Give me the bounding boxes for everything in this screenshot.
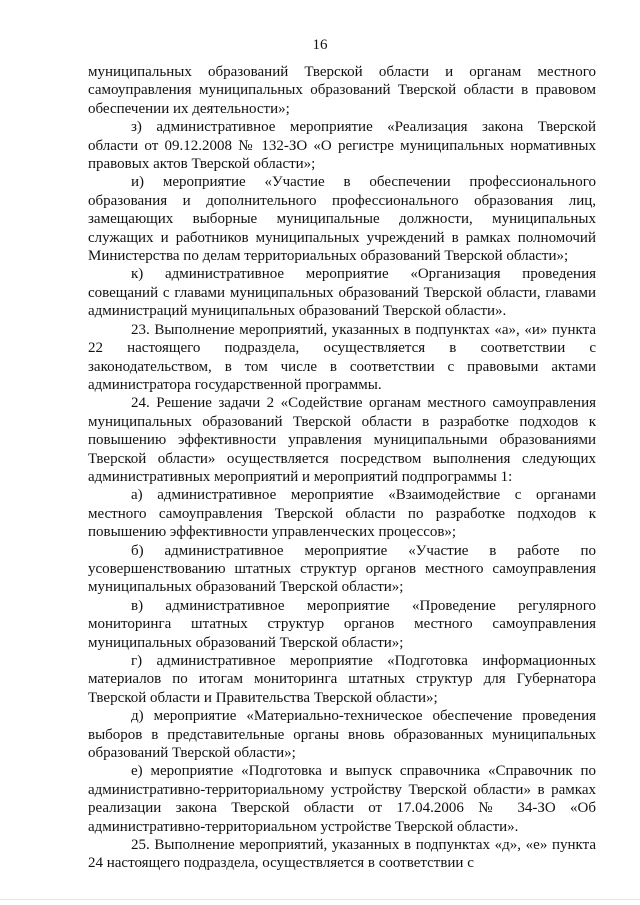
scan-edge-line bbox=[0, 899, 640, 900]
paragraph-item-e: е) мероприятие «Подготовка и выпуск справочника «Справочник по административно-территориальному устройству Тверской области» в рамках реализации закона Тверской области от 17.04.2006 № 34-ЗО «Об административно-территориальном устройстве Тверской области». bbox=[88, 763, 596, 835]
paragraph-item-b: б) административное мероприятие «Участие в работе по усовершенствованию штатных структур органов местного самоуправления муниципальных образований Тверской области»; bbox=[88, 542, 596, 596]
paragraph-item-a: а) административное мероприятие «Взаимодействие с органами местного самоуправления Тверской области по разработке подходов к повышению эффективности управленческих процессов»; bbox=[88, 487, 596, 541]
paragraph-item-z: з) административное мероприятие «Реализация закона Тверской области от 09.12.2008 № 132-ЗО «О регистре муниципальных нормативных правовых актов Тверской области»; bbox=[88, 119, 596, 173]
paragraph-continuation: муниципальных образований Тверской области и органам местного самоуправления муниципальных образований Тверской области в правовом обеспечении их деятельности»; bbox=[88, 64, 596, 117]
paragraph-item-k: к) административное мероприятие «Организация проведения совещаний с главами муниципальных образований Тверской области, главами администраций муниципальных образований Тверской области». bbox=[88, 266, 596, 320]
page-number: 16 bbox=[312, 37, 328, 53]
paragraph-item-g: г) административное мероприятие «Подготовка информационных материалов по итогам мониторинга штатных структур для Губернатора Тверской области и Правительства Тверской области»; bbox=[88, 653, 596, 706]
paragraph-23: 23. Выполнение мероприятий, указанных в подпунктах «а», «и» пункта 22 настоящего подраздела, осуществляется в соответствии с законодательством, в том числе в соответствии с правовыми актами администратора государственной программы. bbox=[88, 321, 596, 393]
paragraph-25: 25. Выполнение мероприятий, указанных в подпунктах «д», «е» пункта 24 настоящего подраздела, осуществляется в соответствии с bbox=[88, 837, 596, 872]
paragraph-item-v: в) административное мероприятие «Проведение регулярного мониторинга штатных структур органов местного самоуправления муниципальных образований Тверской области»; bbox=[88, 597, 596, 651]
body-text bbox=[88, 63, 596, 873]
paragraph-24: 24. Решение задачи 2 «Содействие органам местного самоуправления муниципальных образований Тверской области в разработке подходов к повышению эффективности управления муниципальными образованиями Тверской области» осуществляется посредством выполнения следующих административных мероприятий и мероприятий подпрограммы 1: bbox=[88, 395, 596, 485]
paragraph-item-d: д) мероприятие «Материально-техническое обеспечение проведения выборов в представительные органы вновь образованных муниципальных образований Тверской области»; bbox=[88, 708, 596, 762]
paragraph-item-i: и) мероприятие «Участие в обеспечении профессионального образования и дополнительного профессионального образования лиц, замещающих выборные муниципальные должности, муниципальных служащих и работников муниципальных учреждений в рамках полномочий Министерства по делам территориальных образований Тверской области»; bbox=[88, 174, 596, 265]
